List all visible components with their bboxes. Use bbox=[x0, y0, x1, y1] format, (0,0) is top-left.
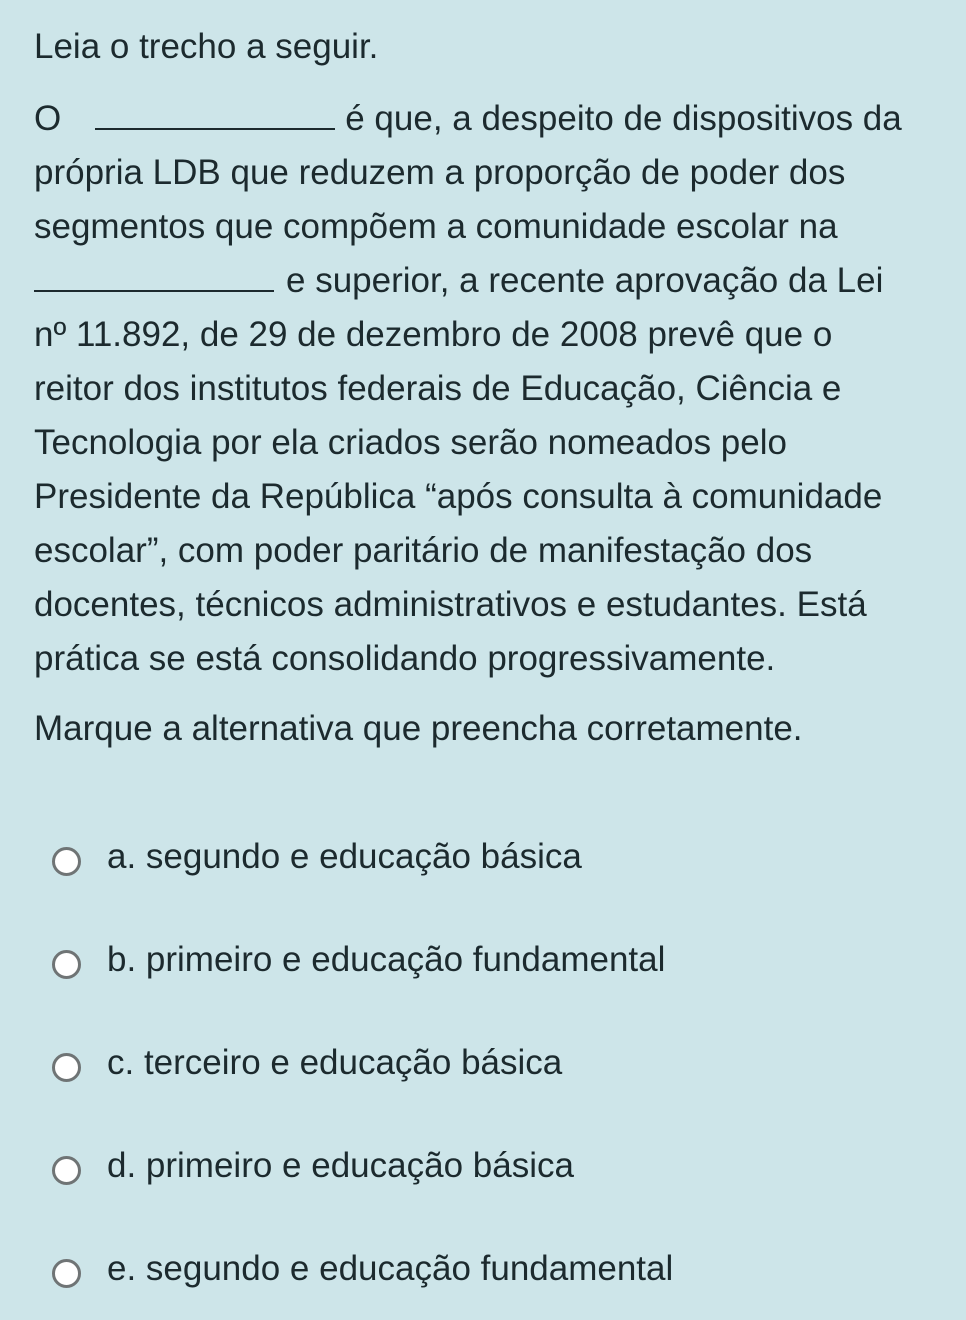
radio-button[interactable] bbox=[52, 950, 81, 979]
option-label[interactable]: b. primeiro e educação fundamental bbox=[107, 939, 666, 979]
passage-text: é que, a despeito de dispositivos da bbox=[345, 99, 902, 138]
option-d[interactable] bbox=[52, 1114, 932, 1217]
fill-in-blank bbox=[95, 94, 335, 130]
passage-line-2: própria LDB que reduzem a proporção de poder dos bbox=[34, 153, 846, 192]
option-c[interactable] bbox=[52, 1011, 932, 1114]
radio-button[interactable] bbox=[52, 1156, 81, 1185]
question-block bbox=[34, 20, 944, 756]
option-b[interactable] bbox=[52, 908, 932, 1011]
passage-line-8: Presidente da República “após consulta à comunidade bbox=[34, 477, 883, 516]
passage-line-4 bbox=[34, 254, 944, 308]
option-a[interactable] bbox=[52, 805, 932, 908]
passage-text: O bbox=[34, 99, 62, 138]
option-label[interactable]: c. terceiro e educação básica bbox=[107, 1042, 563, 1082]
option-e[interactable] bbox=[52, 1217, 932, 1320]
passage-line-5: nº 11.892, de 29 de dezembro de 2008 prevê que o bbox=[34, 315, 833, 354]
option-label[interactable]: a. segundo e educação básica bbox=[107, 836, 582, 876]
option-label[interactable]: e. segundo e educação fundamental bbox=[107, 1248, 674, 1288]
option-label[interactable]: d. primeiro e educação básica bbox=[107, 1145, 574, 1185]
passage-line-3: segmentos que compõem a comunidade escolar na bbox=[34, 207, 838, 246]
question-intro: Leia o trecho a seguir. bbox=[34, 27, 379, 66]
passage-line-9: escolar”, com poder paritário de manifestação dos bbox=[34, 531, 813, 570]
passage-line-1 bbox=[34, 92, 944, 146]
radio-button[interactable] bbox=[52, 1259, 81, 1288]
fill-in-blank bbox=[34, 256, 274, 292]
passage-line-6: reitor dos institutos federais de Educação, Ciência e bbox=[34, 369, 842, 408]
passage-line-10: docentes, técnicos administrativos e estudantes. Está bbox=[34, 585, 867, 624]
passage-line-11: prática se está consolidando progressivamente. bbox=[34, 639, 776, 678]
passage-text: e superior, a recente aprovação da Lei bbox=[286, 261, 884, 300]
radio-button[interactable] bbox=[52, 847, 81, 876]
radio-button[interactable] bbox=[52, 1053, 81, 1082]
passage-line-7: Tecnologia por ela criados serão nomeados pelo bbox=[34, 423, 787, 462]
answer-options bbox=[52, 805, 932, 1320]
question-prompt: Marque a alternativa que preencha corretamente. bbox=[34, 709, 803, 748]
question-passage bbox=[34, 92, 944, 686]
